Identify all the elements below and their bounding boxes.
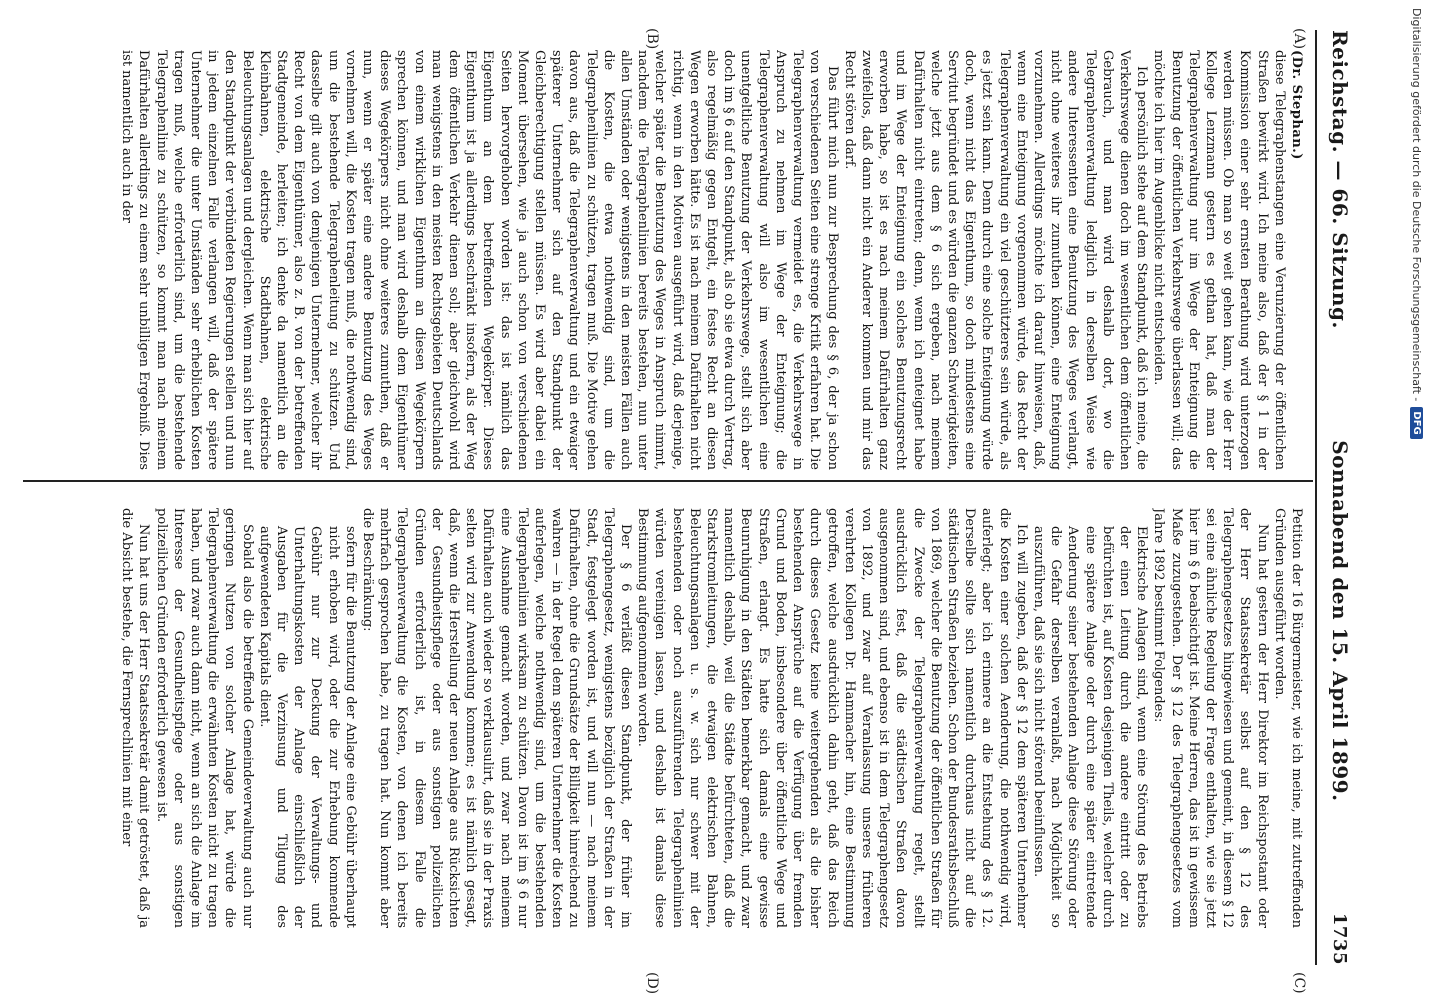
quoted-law-section-12 xyxy=(1030,508,1150,928)
header-session: Reichstag. — 66. Sitzung. xyxy=(1328,30,1352,329)
paragraph: Ich persönlich stehe auf dem Standpunkt, daß ich meine, die Verkehrswege dienen doch im wesentlichen dem öffentlichen Gebrauch, und man wird deshalb dort, wo die Telegraphenverwaltung lediglich in derselben Weise wie andere Interessenten eine Benutzung des Weges verlangt, nicht ohne weiteres ihr zumuthen können, eine Enteignung vorzunehmen. Allerdings möchte ich darauf hinweisen, daß, wenn eine Enteignung vorgenommen würde, das Recht der Telegraphenverwaltung ein viel geschützteres sein würde, als es jetzt sein kann. Denn durch eine solche Enteignung würde doch, wenn nicht das Eigenthum, so doch mindestens eine Servitut begründet und es würden die ganzen Schwierigkeiten, welche jetzt aus dem § 6 sich ergeben, nach meinem Dafürhalten nicht eintreten; denn, wenn ich enteignet habe und im Wege der Enteignung ein solches Benutzungsrecht erworben habe, so ist es nach meinem Dafürhalten ganz zweifellos, daß dann nicht ein Anderer kommen und mir das Recht stören darf. xyxy=(841,50,1150,470)
speaker-line xyxy=(1288,50,1305,470)
margin-letter-c: (C) xyxy=(1291,972,1307,994)
paragraph: Petition der 16 Bürgermeister, wie ich meine, mit zutreffenden Gründen ausgeführt worden. xyxy=(1271,508,1304,928)
paragraph: diese Telegraphenstangen eine Verunzierung der öffentlichen Straßen bewirkt wird. Ich meine also, daß der § 1 in der Kommission einer sehr ernsten Berathung wird unterzogen werden müssen. Ob man so weit gehen kann, wie der Herr Kollege Lenzmann gestern es gethan hat, daß man der Telegraphenverwaltung nur im Wege der Enteignung die Benutzung der öffentlichen Verkehrswege überlassen will; das möchte ich hier im Augenblicke nicht entscheiden. xyxy=(1151,50,1287,470)
header-date: Sonnabend den 15. April 1899. xyxy=(1328,440,1352,802)
page-number: 1735 xyxy=(1329,912,1351,965)
quoted-law-restriction xyxy=(256,508,359,928)
column-divider xyxy=(23,480,1313,482)
watermark-line xyxy=(1400,0,1434,1000)
paragraph: Sobald also die betreffende Gemeindeverwaltung auch nur geringen Nutzen von solcher Anlage hat, würde die Telegraphenverwaltung die erwähnten Kosten nicht zu tragen haben, und zwar auch dann nicht, wenn an sich die Anlage im Interesse der Gesundheitspflege oder aus sonstigen polizeilichen Gründen erforderlich gewesen ist. xyxy=(153,508,255,928)
margin-letter-a: (A) xyxy=(1291,28,1307,50)
paragraph: Nun hat gestern der Herr Direktor im Reichspostamt oder der Herr Staatssekretär selbst auf den § 12 des Telegraphengesetzes hingewiesen und gemeint, in diesem § 12 sei eine ähnliche Regelung der Frage enthalten, wie sie jetzt hier im § 6 beabsichtigt ist. Meine Herren, das ist in gewissem Maße zuzugestehen. Der § 12 des Telegraphengesetzes vom Jahre 1892 bestimmt Folgendes: xyxy=(1151,508,1270,928)
quote-paragraph: Elektrische Anlagen sind, wenn eine Störung des Betriebs der einen Leitung durch die andere eintritt oder zu befürchten ist, auf Kosten desjenigen Theils, welcher durch eine spätere Anlage oder durch eine später eintretende Aenderung seiner bestehenden Anlage diese Störung oder die Gefahr derselben veranlaßt, nach Möglichkeit so auszuführen, daß sie sich nicht störend beeinflussen. xyxy=(1030,526,1150,928)
left-column xyxy=(25,50,1305,470)
dfg-logo: DFG xyxy=(1411,407,1424,438)
paragraph: Ich will zugeben, daß der § 12 dem späteren Unternehmer die Kosten einer solchen Aenderung, die nothwendig wird, auferlegt; aber ich erinnere an die Entstehung des § 12. Derselbe sollte sich namentlich durchaus nicht auf die städtischen Straßen beziehen. Schon der Bundesrathsbeschluß von 1869, welcher die Benutzung der öffentlichen Straßen für die Zwecke der Telegraphenverwaltung regelt, stellt ausdrücklich fest, daß die städtischen Straßen davon ausgenommen sind, und ebenso ist in dem Telegraphengesetz von 1892, und zwar auf Veranlassung unseres früheren verehrten Kollegen Dr. Hammacher hin, eine Bestimmung getroffen, welche ausdrücklich dahin geht, daß das Reich durch dieses Gesetz keine weitergehenden als die bisher bestehenden Ansprüche auf die Verfügung über fremden Grund und Boden, insbesondere über öffentliche Wege und Straßen, erlangt. Es hatte sich damals eine gewisse Beunruhigung in den Städten bemerkbar gemacht, und zwar namentlich deshalb, weil die Städte befürchteten, daß die Starkstromleitungen, die etwaigen elektrischen Bahnen, Beleuchtungsanlagen u. s. w. sich nur schwer mit der bestehenden oder noch auszuführenden Telegraphenlinien würden vereinigen lassen, und deshalb ist damals diese Bestimmung aufgenommen worden. xyxy=(635,508,1029,928)
watermark-text: Digitalisierung gefördert durch die Deutsche Forschungsgemeinschaft - xyxy=(1410,8,1424,402)
right-column xyxy=(25,508,1305,928)
margin-letter-d: (D) xyxy=(644,972,660,995)
margin-letter-b: (B) xyxy=(644,28,660,50)
paragraph: Das führt mich nun zur Besprechung des § 6, der ja schon von verschiedenen Seiten eine strenge Kritik erfahren hat. Die Telegraphenverwaltung vermeidet es, die Verkehrswege in Anspruch zu nehmen im Wege der Enteignung; die Telegraphenverwaltung will also im wesentlichen eine unentgeltliche Benutzung der Verkehrswege, stellt sich aber doch im § 6 auf den Standpunkt, als ob sie etwa durch Vertrag, also regelmäßig gegen Entgelt, ein festes Recht an diesen Wegen erworben hätte. Es ist nach meinem Dafürhalten nicht richtig, wenn in den Motiven ausgeführt wird, daß derjenige, welcher später die Benutzung des Weges in Anspruch nimmt, nachdem die Telegraphenlinien bereits bestehen, nun unter allen Umständen oder wenigstens in den meisten Fällen auch die Kosten, die etwa nothwendig sind, um die Telegraphenlinien zu schützen, tragen muß. Die Motive gehen davon aus, daß die Telegraphenverwaltung und ein etwaiger späterer Unternehmer sich auf den Standpunkt der Gleichberechtigung stellen müssen. Es wird aber dabei ein Moment übersehen, wie ja auch schon von verschiedenen Seiten hervorgehoben worden ist: das ist nämlich das Eigenthum an dem betreffenden Wegekörper. Dieses Eigenthum ist ja allerdings beschränkt insofern, als der Weg dem öffentlichen Verkehr dienen soll; aber gleichwohl wird man wenigstens in den meisten Rechtsgebieten Deutschlands von einem wirklichen Eigenthum an diesen Wegekörpern sprechen können, und man wird deshalb dem Eigenthümer dieses Wegekörpers nicht ohne weiteres zumuthen, daß er nun, wenn er später eine andere Benutzung des Weges vornehmen will, die Kosten tragen muß, die nothwendig sind, um die bestehende Telegraphenleitung zu schützen. Und dasselbe gilt auch von demjenigen Unternehmer, welcher ihr Recht von dem Eigenthümer, also z. B. von der betreffenden Stadtgemeinde, herleiten; ich denke da namentlich an die Kleinbahnen, elektrische Stadtbahnen, elektrische Beleuchtungsanlagen und dergleichen. Wenn man sich hier auf den Standpunkt der verbündeten Regierungen stellen und nun in jedem einzelnen Falle verlangen will, daß der spätere Unternehmer die unter Umständen sehr erheblichen Kosten tragen muß, welche erforderlich sind, um die bestehende Telegraphenlinie zu schützen, so kommt man nach meinem Dafürhalten allerdings zu einem sehr unbilligen Ergebniß. Dies ist namentlich auch in der xyxy=(119,50,840,470)
speaker-name: (Dr. Stephan.) xyxy=(1289,50,1304,160)
paragraph: Der § 6 verläßt diesen Standpunkt, der früher im Telegraphengesetz, wenigstens bezüglich der Straßen in der Stadt, festgelegt worden ist, und will nun — nach meinem Dafürhalten, ohne die Grundsätze der Billigkeit hinreichend zu wahren — in der Regel dem späteren Unternehmer die Kosten auferlegen, welche nothwendig sind, um die bestehenden Telegraphenlinien wirksam zu schützen. Davon ist im § 6 nur eine Ausnahme gemacht worden, und zwar nach meinem Dafürhalten auch wieder so verklausulirt, daß sie in der Praxis selten wird zur Anwendung kommen; es ist nämlich gesagt, daß, wenn die Herstellung der neuen Anlage aus Rücksichten der Gesundheitspflege oder aus sonstigen polizeilichen Gründen erforderlich ist, in diesem Falle die Telegraphenverwaltung die Kosten, von denen ich bereits mehrfach gesprochen habe, zu tragen hat. Nun kommt aber die Beschränkung: xyxy=(360,508,634,928)
paragraph: Nun hat uns der Herr Staatssekretär damit getröstet, daß ja die Absicht bestehe, die Fernsprechlinien mit einer xyxy=(119,508,152,928)
header-rule xyxy=(1315,30,1317,965)
quote-paragraph: sofern für die Benutzung der Anlage eine Gebühr überhaupt nicht erhoben wird, oder die zur Erhebung kommende Gebühr nur zur Deckung der Verwaltungs- und Unterhaltungskosten der Anlage einschließlich der Ausgaben für die Verzinsung und Tilgung des aufgewendeten Kapitals dient. xyxy=(256,526,358,928)
running-header xyxy=(1320,30,1360,965)
digitization-watermark xyxy=(1400,0,1434,1000)
